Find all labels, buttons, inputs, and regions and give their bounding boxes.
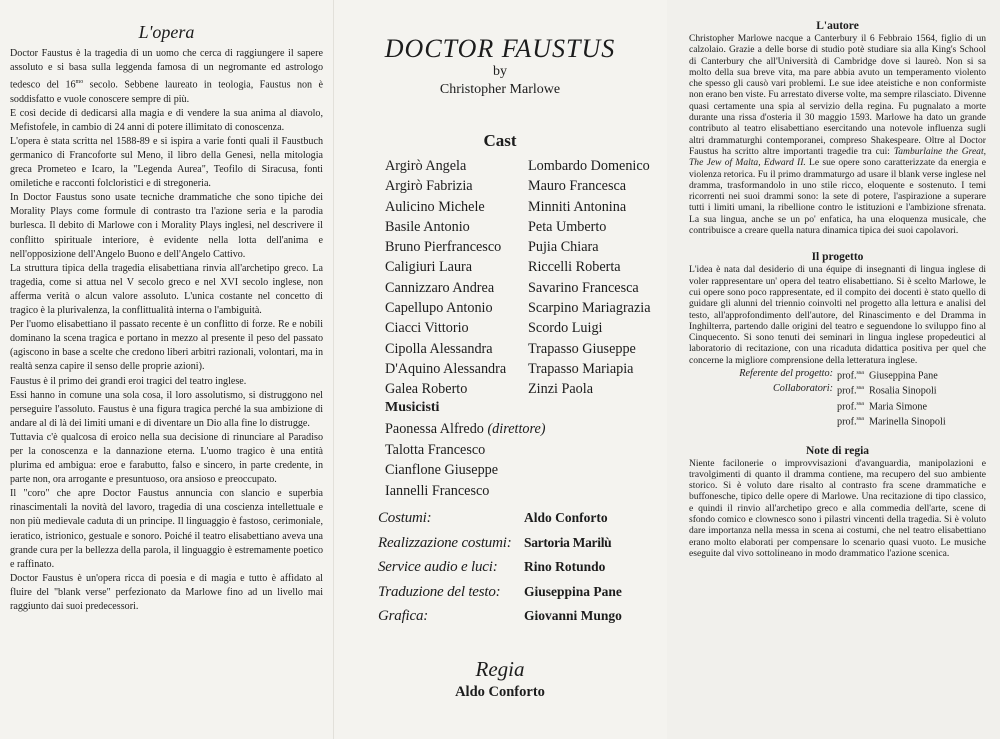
cast-list-right: [528, 156, 651, 400]
staff-name: prof.$^{ssa}$ Maria Simone: [837, 400, 927, 413]
credit-name: Sartoria Marilù: [524, 534, 612, 550]
spacer: [689, 429, 986, 445]
credit-name: Rino Rotundo: [524, 559, 606, 574]
staff-name: prof.$^{ssa}$ Rosalia Sinopoli: [837, 385, 937, 397]
credit-name: Giuseppina Pane: [524, 583, 622, 599]
musician: Iannelli Francesco: [385, 482, 490, 499]
cast-member: Bruno Pierfrancesco: [385, 239, 502, 256]
regia-name: Aldo Conforto: [455, 684, 545, 700]
credit-role: Grafica:: [378, 608, 429, 624]
opera-paragraph-11: Doctor Faustus è un'opera ricca di poesia e di magia e tutto è affidato al fluire del "blank verse" perfezionato da Marlowe fino ad un livello mai raggiunto dai suoi predecessori.: [10, 572, 323, 613]
staff-row: [689, 382, 986, 397]
cast-member: Minniti Antonina: [528, 198, 627, 215]
cast-member: Capellupo Antonio: [385, 300, 493, 317]
cast-member: Cipolla Alessandra: [385, 340, 493, 357]
opera-paragraph-3: L'opera è stata scritta nel 1588-89 e si ispira a varie fonti quali il Faustbuch germanico di Francoforte sul Meno, il libro della Genesi, nella mitologia greca Prometeo e Icaro, la "Legenda Aurea", Teofilo di Siracusa, fonti omiletiche e racconti folcloristici e di stregoneria.: [10, 135, 323, 190]
autore-text: [689, 33, 986, 236]
cast-member: Mauro Francesca: [528, 178, 627, 195]
cast-member: Galea Roberto: [385, 381, 468, 398]
autore-title: L'autore: [816, 20, 859, 32]
credit-name: Aldo Conforto: [524, 510, 608, 525]
regia-title: Regia: [475, 657, 525, 681]
staff-row: [689, 398, 986, 413]
credit-role: Realizzazione costumi:: [378, 534, 512, 551]
note-paragraph: Niente facilonerie o improvvisazioni d'avanguardia, manipolazioni e travolgimenti di quanto il dramma contiene, ma recupero del suo ambiente storico. Si è voluto dare risalto al contrasto fra scene drammatiche e buffonesche, tipico delle opere di Marlowe. Una recitazione di tipo classico, e quindi il rinvio all'archetipo greco e alla commedia dell'arte, scene di sfondo comico e clownesco sono i pilastri vincenti della tragedia. Si è voluto dare importanza nella messa in scena ai costumi, che nel teatro elisabettiano erano molto elaborati per compensare lo scenario quasi vuoto. Le musiche eseguite dal vivo sottolineano in modo drammatico l'azione scenica.: [689, 457, 986, 559]
cast-member: Argirò Fabrizia: [385, 178, 473, 195]
credit-role: Costumi:: [378, 510, 432, 526]
play-author: Christopher Marlowe: [439, 82, 561, 97]
musician: Talotta Francesco: [385, 441, 486, 458]
opera-paragraph-4: In Doctor Faustus sono usate tecniche drammatiche che sono tipiche dei Morality Plays come formule di contrasto tra l'azione seria e la parodia burlesca. Il debito di Marlowe con i Morality Plays inglesi, nel descrivere il conflitto spirituale interiore, è evidente nella lotta dell'anima e nell'opposizione dell'Angelo Buono e dell'Angelo Cattivo.: [10, 192, 323, 260]
note-text: [689, 458, 986, 560]
info-panel: [667, 0, 1000, 739]
credit-row: [378, 584, 663, 609]
cast-member: D'Aquino Alessandra: [385, 360, 507, 377]
opera-paragraph-1: Doctor Faustus è la tragedia di un uomo che cerca di raggiungere il sapere assoluto e si basa sulla leggenda famosa di un negromante ed astrologo tedesco del $16^{mo}$ secolo. Sebbene laureato in teologia, Faustus non è soddisfatto e vuole conoscere sempre di più.: [10, 48, 323, 105]
cast-member: Trapasso Mariapia: [528, 360, 634, 377]
cast-member: Cannizzaro Andrea: [385, 279, 495, 296]
credit-row: [378, 510, 663, 535]
staff-role: Collaboratori:: [772, 383, 833, 395]
credit-row: [378, 559, 663, 584]
cast-member: Argirò Angela: [385, 158, 467, 174]
cast-member: Basile Antonio: [385, 218, 470, 235]
progetto-title: Il progetto: [811, 251, 864, 264]
progetto-paragraph: L'idea è nata dal desiderio di una équipe di insegnanti di lingua inglese di voler rappresentare un' opera del teatro elisabettiano. Si è scelto Marlowe, le cui opere sono poco rappresentate, ed il compito dei docenti è stato quello di guidare gli alunni del triennio coinvolti nel progetto alla lettura e analisi del testo, all'approfondimento dell'autore, del Rinascimento e del Dramma in Inghilterra, partendo dalle origini del teatro e seguendone lo sviluppo fino al Cinquecento. Si sono tenuti dei seminari in lingua inglese propedeutici al laboratorio di recitazione, con una ricaduta didattica positiva per quel che concerne la migliore comprensione della letteratura inglese.: [689, 264, 986, 366]
credits: [378, 510, 663, 633]
play-title: DOCTOR FAUSTUS: [384, 34, 616, 63]
autore-works: Tamburlaine the Great, The Jew of Malta, Edward II.: [689, 145, 986, 169]
credit-role: Service audio e luci:: [378, 559, 498, 575]
staff-role: [689, 413, 837, 428]
cast-member: Aulicino Michele: [385, 198, 485, 215]
musician: Cianflone Giuseppe: [385, 462, 499, 478]
cast-member: Caligiuri Laura: [385, 259, 473, 276]
opera-text: [10, 47, 323, 614]
staff-list: [689, 367, 986, 429]
musicians-list: [385, 419, 546, 501]
cast-member: Scordo Luigi: [528, 320, 603, 337]
staff-name: prof.$^{ssa}$ Marinella Sinopoli: [837, 416, 946, 428]
cast-title: Cast: [483, 131, 517, 150]
opera-paragraph-10: Il "coro" che apre Doctor Faustus annuncia con slancio e superbia rinascimentali la novità del lavoro, tragedia di una coscienza intellettuale e non più medievale caduta di un principe. Il linguaggio è fastoso, cerimoniale, ieratico, istrionico, gestuale e sonoro. Poiché il teatro elisabettiano aveva una grande cura per la bellezza della parola, il linguaggio è estremamente poetico e raffinato.: [10, 488, 323, 570]
credit-row: [378, 608, 663, 633]
cast-member: Trapasso Giuseppe: [528, 340, 636, 357]
staff-row: [689, 413, 986, 428]
cast-member: Scarpino Mariagrazia: [528, 300, 651, 317]
opera-paragraph-8: Essi hanno in comune una sola cosa, il loro assolutismo, si distruggono nel perseguire l'assoluto. Faustus è una figura tragica perché la sua ambizione di andare al di là dei limiti umani e di diventare un Dio alla fine lo distrugge.: [10, 389, 323, 429]
credit-row: [378, 535, 663, 560]
opera-paragraph-2: E così decide di dedicarsi alla magia e di vendere la sua anima al diavolo, Mefistofele, in cambio di 24 anni di potere illimitato di conoscenza.: [10, 107, 323, 133]
cast-member: Ciacci Vittorio: [385, 320, 469, 337]
staff-role: Referente del progetto:: [739, 368, 833, 380]
cast-member: Peta Umberto: [528, 218, 607, 235]
progetto-text: [689, 264, 986, 366]
musicians-title: Musicisti: [385, 400, 440, 415]
autore-paragraph: Christopher Marlowe nacque a Canterbury il 6 Febbraio 1564, figlio di un calzolaio. Grazie a delle borse di studio potè studiare sia alla King's School di Canterbury che all'Università di Cambridge dove si laureò. Non si sa molto della sua breve vita, ma pare abbia avuto un temperamento violento che spesso gli causò vari problemi. Le sue idee ateistiche e non conformiste non erano ben viste. Fu arrestato diverse volte, ma sempre rilasciato. Divenne quasi certamente una spia al servizio della regina. Fu pugnalato a morte durante una rissa d'osteria il 30 maggio 1593. Marlowe ha dato un grande contributo al teatro elisabettiano esercitando una notevole influenza sugli altri drammaturghi contemporanei, compreso Shakespeare. Oltre al Doctor Faustus ha scritto altre importanti tragedie tra cui: Tamburlaine the Great, The Jew of Malta, Edward II. Le sue opere sono caratterizzate da energia e violenza retorica. Fu il primo drammaturgo ad usare il blank verse inglese nel dramma, trasformandolo in uno stile ricco, eloquente e sostenuto. I temi ricorrenti nei suoi drammi sono: la sete di potere, l'aspirazione a superare tutti i limiti umani, la ribellione contro le istituzioni e l'ambizione sfrenata. La sua lingua, anche se un po' enfatica, ha una eloquenza musicale, che contribuisce a creare quella natura dinamica tipica dei suoi capolavori.: [689, 33, 987, 237]
staff-role: [689, 398, 837, 413]
cast-member: Savarino Francesca: [528, 279, 639, 296]
credit-role: Traduzione del testo:: [378, 583, 501, 600]
programme-panel: [333, 0, 667, 739]
opera-paragraph-6: Per l'uomo elisabettiano il passato recente è un conflitto di forze. Re e nobili dominano la scena tragica e portano in mezzo al presente il peso del passato (agiscono in base a scelte che credono liberi arbitri razionali, volontari, ma in realtà senza capire il senso delle proprie azioni).: [10, 319, 323, 373]
musician-name: Paonessa Alfredo: [385, 421, 484, 437]
opera-panel: [0, 0, 333, 739]
credit-name: Giovanni Mungo: [524, 608, 622, 623]
opera-paragraph-9: Tuttavia c'è qualcosa di eroico nella sua decisione di rinunciare al Paradiso per la conoscenza e la dannazione eterna. L'uomo tragico è una entità plurima ed ambigua: eroe e farabutto, falso e sincero, in parte credente, in parte non, ora arrogante e presuntuoso, ora ansioso e preoccupato.: [10, 431, 323, 486]
opera-paragraph-5: La struttura tipica della tragedia elisabettiana rinvia all'archetipo greco. La tragedia, come si attua nel V secolo greco e nel XVI secolo inglese, non afferma verità o alcun valore assoluto. L'unica costante nel concetto di tragico è la plurivalenza, la conflittualità interna o l'ambiguità.: [10, 262, 323, 317]
opera-paragraph-7: Faustus è il primo dei grandi eroi tragici del teatro inglese.: [10, 375, 247, 387]
cast-member: Zinzi Paola: [528, 381, 594, 398]
note-title: Note di regia: [805, 444, 870, 457]
cast-member: Lombardo Domenico: [528, 158, 650, 174]
musician: [385, 419, 546, 440]
musician-role: (direttore): [487, 421, 546, 437]
staff-name: prof.$^{ssa}$ Giuseppina Pane: [837, 370, 938, 382]
by-label: by: [493, 64, 507, 79]
cast-member: Pujia Chiara: [528, 239, 599, 256]
opera-title: L'opera: [138, 22, 195, 42]
cast-list-left: [385, 156, 506, 400]
staff-row: [689, 367, 986, 382]
spacer: [689, 236, 986, 251]
cast-member: Riccelli Roberta: [528, 259, 621, 276]
